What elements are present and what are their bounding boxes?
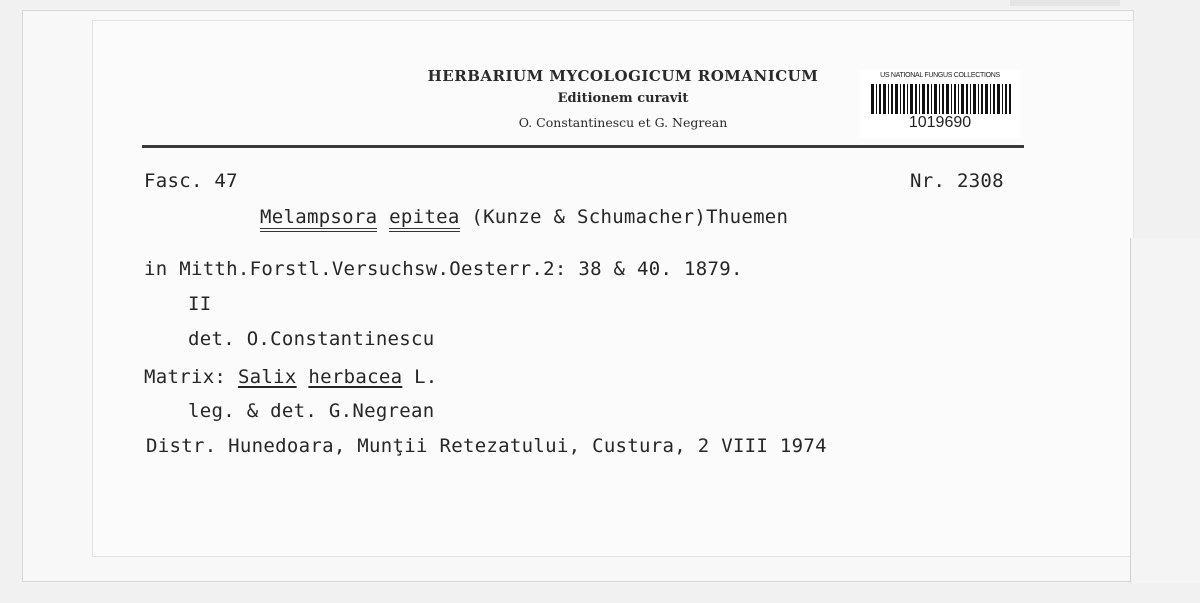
barcode-sticker	[861, 70, 1019, 138]
host-author: L.	[414, 366, 438, 388]
matrix-label: Matrix:	[144, 366, 227, 388]
barcode-caption: US NATIONAL FUNGUS COLLECTIONS	[880, 72, 1000, 79]
host-genus: Salix	[237, 366, 297, 388]
paper-edge-strip	[1010, 0, 1120, 6]
sheet-right-edge	[1130, 238, 1200, 583]
fascicle-number: Fasc. 47	[144, 170, 238, 192]
taxon-species: epitea	[389, 206, 459, 232]
herbarium-subtitle: Editionem curavit	[557, 91, 689, 106]
herbarium-editors: O. Constantinescu et G. Negrean	[518, 115, 728, 130]
host-species: herbacea	[308, 366, 403, 388]
label-header	[418, 67, 828, 130]
collector: leg. & det. G.Negrean	[188, 400, 435, 422]
host-matrix	[144, 366, 438, 388]
taxon-name	[260, 206, 788, 228]
taxon-authors: (Kunze & Schumacher)Thuemen	[471, 206, 789, 228]
locality-date: Distr. Hunedoara, Munţii Retezatului, Custura, 2 VIII 1974	[146, 435, 827, 457]
herbarium-title: HERBARIUM MYCOLOGICUM ROMANICUM	[427, 67, 819, 85]
header-divider	[142, 145, 1024, 148]
taxon-genus: Melampsora	[260, 206, 377, 232]
barcode-number: 1019690	[908, 114, 972, 131]
barcode-icon	[871, 84, 1011, 114]
exsiccata-number: Nr. 2308	[910, 170, 1004, 192]
determiner: det. O.Constantinescu	[188, 328, 435, 350]
publication-citation: in Mitth.Forstl.Versuchsw.Oesterr.2: 38 & 40. 1879.	[144, 258, 743, 280]
spore-stage: II	[188, 293, 212, 315]
